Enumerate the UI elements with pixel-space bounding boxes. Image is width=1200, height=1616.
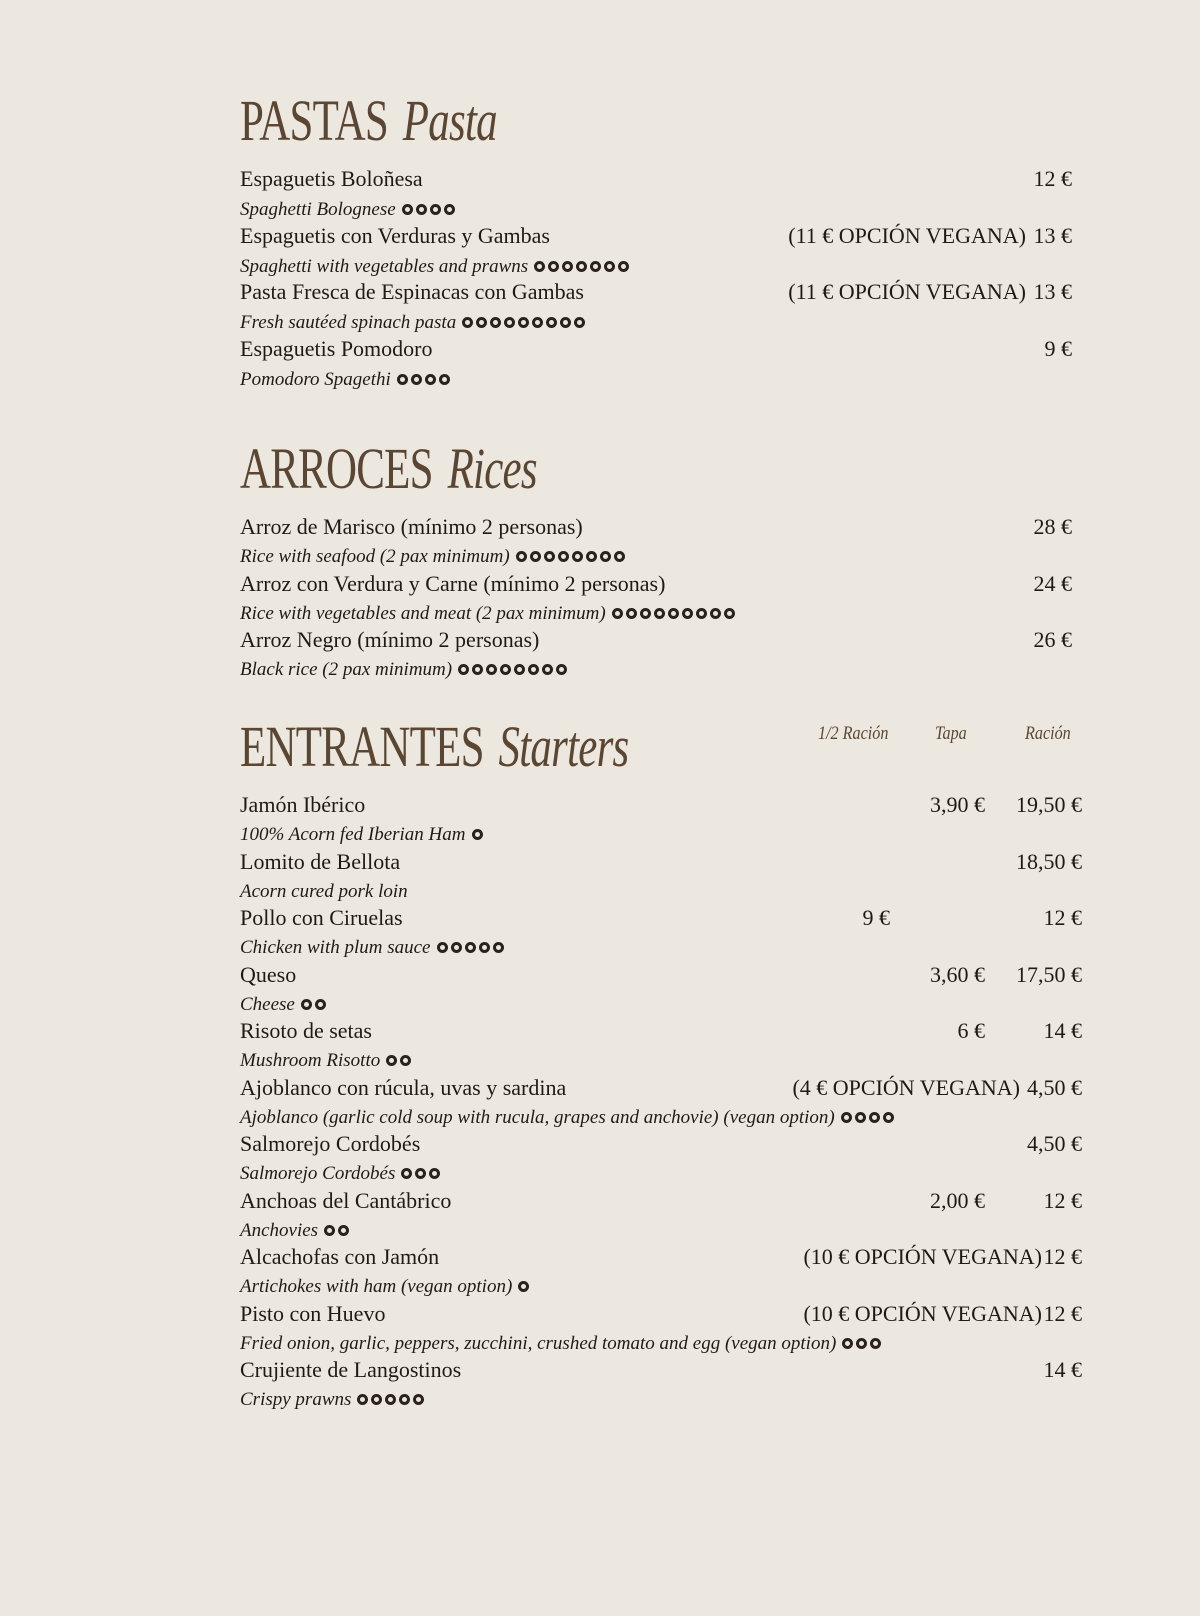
item-name-es: Arroz Negro (mínimo 2 personas)	[240, 627, 540, 652]
item-name-es: Espaguetis Boloñesa	[240, 166, 423, 191]
allergen-icon	[560, 317, 571, 328]
allergen-icon	[437, 942, 448, 953]
allergen-icon	[856, 1338, 867, 1349]
allergen-icon	[562, 261, 573, 272]
item-name-en: Spaghetti with vegetables and prawns	[240, 255, 529, 277]
item-name-es: Alcachofas con Jamón	[240, 1244, 440, 1269]
allergen-icon	[640, 608, 651, 619]
allergen-icon	[516, 551, 527, 562]
allergen-icon	[590, 261, 601, 272]
item-name-en: Black rice (2 pax minimum)	[240, 659, 453, 680]
allergen-icon	[400, 1055, 411, 1066]
allergen-icon	[425, 374, 436, 385]
allergen-icon	[315, 999, 326, 1010]
item-name-en: Fried onion, garlic, peppers, zucchini, crushed tomato and egg (vegan option)	[240, 1332, 837, 1354]
item-name-es: Pollo con Ciruelas	[240, 905, 403, 930]
allergen-icon	[855, 1112, 866, 1123]
allergen-icon	[493, 942, 504, 953]
allergen-icon	[430, 204, 441, 215]
allergen-icon	[548, 261, 559, 272]
allergen-icon	[544, 551, 555, 562]
allergen-icon	[415, 1168, 426, 1179]
allergen-icon	[841, 1112, 852, 1123]
allergen-icon	[472, 664, 483, 675]
section-title-pastas-en: Pasta	[402, 88, 497, 153]
column-header-racion: Ración	[1025, 723, 1071, 744]
allergen-icon	[534, 261, 545, 272]
allergen-icon	[618, 261, 629, 272]
allergen-icon	[301, 999, 312, 1010]
item-description-en	[240, 313, 588, 332]
price-tapa: 3,60 €	[930, 961, 985, 987]
price: 13 €	[1033, 279, 1072, 304]
allergen-icon	[357, 1394, 368, 1405]
item-description-en	[240, 604, 738, 623]
item-name-en: Chicken with plum sauce	[240, 937, 431, 958]
section-title-entrantes	[240, 714, 629, 779]
item-description-en	[240, 660, 570, 679]
allergen-icon	[530, 551, 541, 562]
allergen-icon	[458, 664, 469, 675]
allergen-icon	[869, 1112, 880, 1123]
allergen-icon	[724, 608, 735, 619]
allergen-icons	[841, 1112, 897, 1123]
allergen-icons	[458, 664, 570, 675]
allergen-icon	[462, 317, 473, 328]
item-name-es: Salmorejo Cordobés	[240, 1131, 421, 1156]
allergen-icon	[546, 317, 557, 328]
allergen-icon	[385, 1394, 396, 1405]
allergen-icon	[528, 664, 539, 675]
item-name-es: Ajoblanco con rúcula, uvas y sardina	[240, 1074, 567, 1100]
allergen-icon	[472, 829, 483, 840]
price-racion: 17,50 €	[1016, 961, 1082, 987]
allergen-icons	[401, 1168, 443, 1179]
allergen-icon	[486, 664, 497, 675]
price-racion: 14 €	[1043, 1018, 1082, 1043]
item-description-en	[240, 1277, 532, 1296]
section-title-arroces-es: ARROCES	[240, 436, 433, 501]
item-name-es: Queso	[240, 961, 297, 987]
item-name-es: Pisto con Huevo	[240, 1300, 386, 1326]
item-name-es: Pasta Fresca de Espinacas con Gambas	[240, 279, 584, 304]
item-description-en	[240, 547, 628, 566]
vegan-option-price: (4 € OPCIÓN VEGANA)	[792, 1074, 1020, 1100]
item-name-en: Ajoblanco (garlic cold soup with rucula, grapes and anchovie) (vegan option)	[240, 1106, 835, 1128]
section-title-entrantes-es: ENTRANTES	[240, 714, 484, 779]
price: 26 €	[1033, 627, 1072, 652]
allergen-icon	[586, 551, 597, 562]
item-description-en	[240, 938, 507, 957]
price-tapa: 6 €	[957, 1018, 985, 1043]
item-description-en	[240, 257, 632, 276]
vegan-option-price: (10 € OPCIÓN VEGANA)	[803, 1300, 1042, 1326]
allergen-icons	[518, 1281, 532, 1292]
section-title-pastas-es: PASTAS	[240, 88, 389, 153]
allergen-icon	[411, 374, 422, 385]
item-description-en	[240, 370, 453, 389]
item-name-en: Cheese	[240, 993, 295, 1015]
item-description-en	[240, 1221, 352, 1240]
item-name-en: Mushroom Risotto	[240, 1050, 381, 1071]
item-name-es: Arroz de Marisco (mínimo 2 personas)	[240, 514, 583, 539]
item-description-en	[240, 825, 486, 844]
allergen-icon	[556, 664, 567, 675]
vegan-option-price: (11 € OPCIÓN VEGANA)	[788, 222, 1026, 248]
item-name-en: Rice with seafood (2 pax minimum)	[240, 546, 510, 567]
item-description-en	[240, 1334, 884, 1353]
item-name-en: Pomodoro Spagethi	[240, 368, 391, 390]
allergen-icons	[516, 551, 628, 562]
item-name-en: Acorn cured pork loin	[240, 880, 408, 902]
allergen-icon	[600, 551, 611, 562]
section-title-pastas	[240, 88, 497, 153]
allergen-icons	[842, 1338, 884, 1349]
item-name-en: Artichokes with ham (vegan option)	[240, 1276, 513, 1297]
allergen-icons	[462, 317, 588, 328]
allergen-icon	[490, 317, 501, 328]
vegan-option-price: (10 € OPCIÓN VEGANA)	[803, 1244, 1042, 1269]
allergen-icons	[357, 1394, 427, 1405]
item-description-en	[240, 882, 408, 901]
price-racion: 12 €	[1043, 1187, 1082, 1213]
item-name-es: Arroz con Verdura y Carne (mínimo 2 personas)	[240, 570, 666, 596]
item-description-en	[240, 200, 458, 219]
item-name-es: Jamón Ibérico	[240, 792, 366, 817]
allergen-icon	[668, 608, 679, 619]
item-name-es: Anchoas del Cantábrico	[240, 1187, 452, 1213]
item-description-en	[240, 1051, 414, 1070]
price: 9 €	[1044, 335, 1072, 361]
allergen-icons	[386, 1055, 414, 1066]
item-name-es: Lomito de Bellota	[240, 848, 401, 874]
item-description-en	[240, 1164, 443, 1183]
allergen-icon	[572, 551, 583, 562]
allergen-icon	[402, 204, 413, 215]
allergen-icon	[518, 1281, 529, 1292]
column-header-tapa: Tapa	[935, 723, 967, 744]
price-half-racion: 9 €	[862, 905, 890, 930]
allergen-icon	[542, 664, 553, 675]
allergen-icon	[386, 1055, 397, 1066]
price-racion: 12 €	[1043, 1300, 1082, 1326]
price: 12 €	[1033, 166, 1072, 191]
item-name-en: Fresh sautéed spinach pasta	[240, 312, 457, 333]
allergen-icon	[574, 317, 585, 328]
allergen-icon	[338, 1225, 349, 1236]
allergen-icon	[604, 261, 615, 272]
allergen-icon	[324, 1225, 335, 1236]
item-name-es: Crujiente de Langostinos	[240, 1357, 462, 1382]
item-name-es: Risoto de setas	[240, 1018, 372, 1043]
allergen-icons	[324, 1225, 352, 1236]
vegan-option-price: (11 € OPCIÓN VEGANA)	[788, 279, 1026, 304]
allergen-icon	[451, 942, 462, 953]
item-description-en	[240, 995, 329, 1014]
allergen-icon	[518, 317, 529, 328]
allergen-icon	[439, 374, 450, 385]
allergen-icons	[472, 829, 486, 840]
allergen-icon	[504, 317, 515, 328]
item-name-en: Anchovies	[240, 1219, 319, 1241]
price-racion: 14 €	[1043, 1357, 1082, 1382]
price-racion: 12 €	[1043, 1244, 1082, 1269]
item-name-es: Espaguetis con Verduras y Gambas	[240, 222, 550, 248]
price: 13 €	[1033, 222, 1072, 248]
price-racion: 19,50 €	[1016, 792, 1082, 817]
item-name-en: Spaghetti Bolognese	[240, 199, 396, 220]
allergen-icon	[654, 608, 665, 619]
allergen-icon	[696, 608, 707, 619]
price-tapa: 2,00 €	[930, 1187, 985, 1213]
allergen-icon	[416, 204, 427, 215]
item-name-es: Espaguetis Pomodoro	[240, 335, 433, 361]
allergen-icon	[429, 1168, 440, 1179]
allergen-icon	[401, 1168, 412, 1179]
allergen-icon	[626, 608, 637, 619]
allergen-icon	[532, 317, 543, 328]
allergen-icon	[883, 1112, 894, 1123]
allergen-icon	[397, 374, 408, 385]
price-tapa: 3,90 €	[930, 792, 985, 817]
price: 24 €	[1033, 570, 1072, 596]
allergen-icon	[710, 608, 721, 619]
allergen-icon	[476, 317, 487, 328]
item-name-en: Rice with vegetables and meat (2 pax minimum)	[240, 602, 606, 624]
item-description-en	[240, 1108, 897, 1127]
allergen-icon	[465, 942, 476, 953]
allergen-icons	[534, 261, 632, 272]
price: 28 €	[1033, 514, 1072, 539]
allergen-icon	[842, 1338, 853, 1349]
allergen-icon	[682, 608, 693, 619]
allergen-icon	[576, 261, 587, 272]
item-name-en: Crispy prawns	[240, 1389, 352, 1410]
allergen-icon	[612, 608, 623, 619]
allergen-icon	[514, 664, 525, 675]
allergen-icon	[558, 551, 569, 562]
allergen-icons	[397, 374, 453, 385]
section-title-arroces	[240, 436, 537, 501]
allergen-icons	[437, 942, 507, 953]
price-racion: 12 €	[1043, 905, 1082, 930]
allergen-icon	[371, 1394, 382, 1405]
price-racion: 4,50 €	[1027, 1074, 1082, 1100]
section-title-entrantes-en: Starters	[498, 714, 629, 779]
allergen-icon	[444, 204, 455, 215]
allergen-icons	[402, 204, 458, 215]
item-name-en: Salmorejo Cordobés	[240, 1163, 396, 1184]
allergen-icon	[479, 942, 490, 953]
allergen-icon	[399, 1394, 410, 1405]
allergen-icons	[612, 608, 738, 619]
allergen-icon	[870, 1338, 881, 1349]
allergen-icon	[413, 1394, 424, 1405]
section-title-arroces-en: Rices	[447, 436, 537, 501]
column-header-half-racion: 1/2 Ración	[818, 723, 889, 744]
price-racion: 4,50 €	[1027, 1131, 1082, 1156]
allergen-icons	[301, 999, 329, 1010]
item-name-en: 100% Acorn fed Iberian Ham	[240, 824, 466, 845]
allergen-icon	[614, 551, 625, 562]
item-description-en	[240, 1390, 427, 1409]
allergen-icon	[500, 664, 511, 675]
price-racion: 18,50 €	[1016, 848, 1082, 874]
